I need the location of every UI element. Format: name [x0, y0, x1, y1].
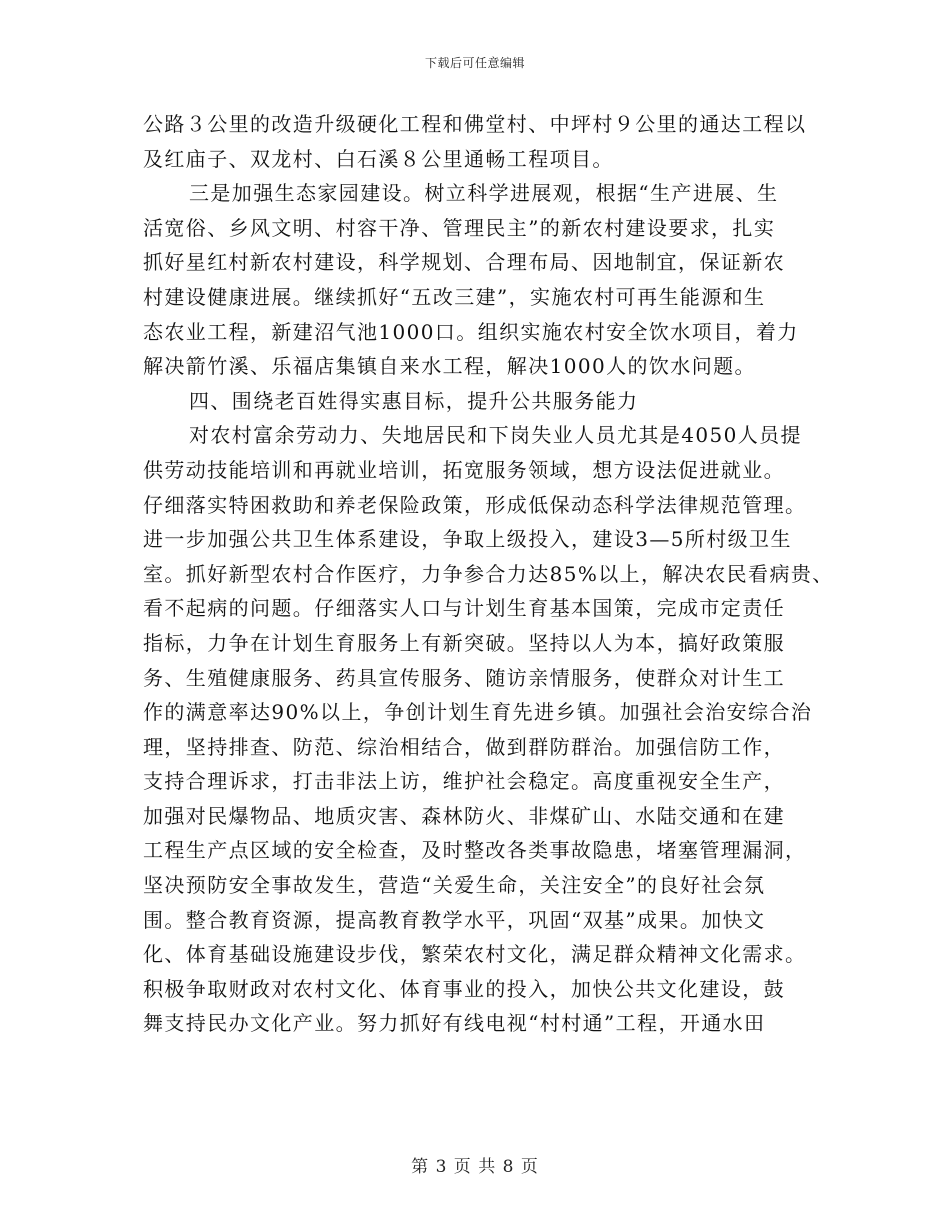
- text-line: 及红庙子、双龙村、白石溪８公里通畅工程项目。: [143, 146, 614, 171]
- text-line: 解决箭竹溪、乐福店集镇自来水工程，解决1000人的饮水问题。: [143, 354, 756, 379]
- text-line: 指标，力争在计划生育服务上有新突破。坚持以人为本，搞好政策服: [143, 630, 785, 655]
- document-body: [143, 107, 834, 1041]
- text-line: 进一步加强公共卫生体系建设，争取上级投入，建设3—5所村级卫生: [143, 527, 792, 552]
- text-line: 三是加强生态家园建设。树立科学进展观，根据“生产进展、生: [189, 181, 779, 206]
- page-header: 下载后可任意编辑: [424, 56, 525, 70]
- text-line: 理，坚持排查、防范、综治相结合，做到群防群治。加强信防工作，: [143, 734, 785, 759]
- text-line: 支持合理诉求，打击非法上访，维护社会稳定。高度重视安全生产，: [143, 769, 785, 794]
- text-line: 加强对民爆物品、地质灾害、森林防火、非煤矿山、水陆交通和在建: [143, 803, 785, 828]
- text-line: 对农村富余劳动力、失地居民和下岗失业人员尤其是4050人员提: [189, 423, 802, 448]
- text-line: 仔细落实特困救助和养老保险政策，形成低保动态科学法律规范管理。: [143, 492, 807, 517]
- text-line: 坚决预防安全事故发生，营造“关爱生命，关注安全”的良好社会氛: [143, 873, 766, 898]
- text-line: 作的满意率达90%以上，争创计划生育先进乡镇。加强社会治安综合治: [143, 700, 813, 725]
- text-line: 围。整合教育资源，提高教育教学水平，巩固“双基”成果。加快文: [143, 907, 766, 932]
- text-line: 四、围绕老百姓得实惠目标，提升公共服务能力: [189, 388, 639, 413]
- text-line: 态农业工程，新建沼气池1000口。组织实施农村安全饮水项目，着力: [143, 319, 799, 344]
- text-line: 抓好星红村新农村建设，科学规划、合理布局、因地制宜，保证新农: [143, 250, 785, 275]
- text-line: 供劳动技能培训和再就业培训，拓宽服务领域，想方设法促进就业。: [143, 457, 785, 482]
- text-line: 室。抓好新型农村合作医疗，力争参合力达85%以上，解决农民看病贵、: [143, 561, 834, 586]
- text-line: 工程生产点区域的安全检查，及时整改各类事故隐患，堵塞管理漏洞，: [143, 838, 807, 863]
- text-line: 化、体育基础设施建设步伐，繁荣农村文化，满足群众精神文化需求。: [143, 942, 807, 967]
- page-number-footer: 第 3 页 共 8 页: [411, 1157, 539, 1177]
- text-line: 看不起病的问题。仔细落实人口与计划生育基本国策，完成市定责任: [143, 596, 785, 621]
- text-line: 舞支持民办文化产业。努力抓好有线电视“村村通”工程，开通水田: [143, 1011, 766, 1036]
- text-line: 积极争取财政对农村文化、体育事业的投入，加快公共文化建设，鼓: [143, 976, 785, 1001]
- text-line: 务、生殖健康服务、药具宣传服务、随访亲情服务，使群众对计生工: [143, 665, 785, 690]
- text-line: 村建设健康进展。继续抓好“五改三建”，实施农村可再生能源和生: [143, 284, 766, 309]
- text-line: 公路３公里的改造升级硬化工程和佛堂村、中坪村９公里的通达工程以: [143, 112, 807, 136]
- text-line: 活宽俗、乡风文明、村容干净、管理民主”的新农村建设要求，扎实: [143, 215, 776, 240]
